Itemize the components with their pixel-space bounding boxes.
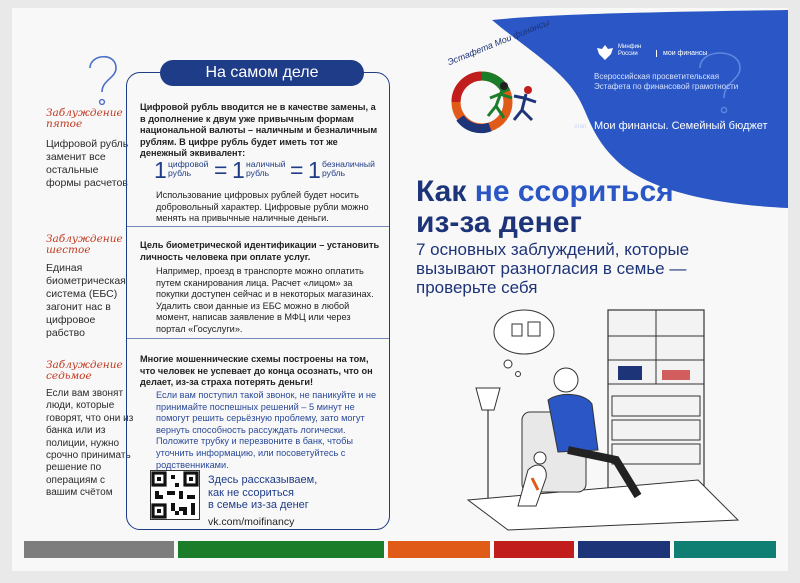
eq-label-3: безналичный рубль	[322, 159, 375, 179]
eq-num-2: 1	[232, 157, 245, 183]
brand-logo: мои финансы	[656, 50, 707, 57]
footer-bar-green	[178, 541, 384, 558]
myth-5-label: Заблуждение пятое	[46, 107, 123, 130]
eq-sign-2: =	[290, 157, 304, 183]
eq-label-2: наличный рубль	[246, 159, 286, 179]
qr-pattern-icon	[151, 471, 199, 519]
qr-link[interactable]: vk.com/moifinancy	[208, 516, 295, 528]
brochure-page	[12, 8, 788, 571]
divider-1	[127, 226, 389, 227]
qr-code[interactable]	[150, 470, 200, 520]
footer-bar-teal	[674, 541, 776, 558]
organizer-text: Всероссийская просветительская Эстафета по финансовой грамотности	[594, 72, 739, 91]
qr-caption: Здесь рассказываем, как не ссориться в семье из-за денег	[208, 474, 318, 511]
fact-6-text: Например, проезд в транспорте можно оплатить путем сканирования лица. Расчет «лицом» за покупки доступен сейчас и в некоторых магазинах. Удалить свои данные из ЕБС можно в любой момент, написав заявление в МФЦ или через портал «Госуслуги».	[156, 266, 374, 334]
myth-7-text: Если вам звонят люди, которые говорят, что они из банка или из полиции, нужно срочно принимать решение по операциям с вашим счётом	[46, 388, 134, 499]
eagle-emblem-icon	[594, 42, 616, 64]
eq-num-1: 1	[154, 157, 167, 183]
ministry-logo: Минфин России	[594, 42, 654, 70]
eq-num-3: 1	[308, 157, 321, 183]
fact-7-bold: Многие мошеннические схемы построены на том, что человек не успевает до конца осознать, что он делает, из-за страха потерять деньги!	[140, 354, 373, 388]
fact-6-bold: Цель биометрической идентификации – установить личность человека при оплате услуг.	[140, 240, 380, 262]
subheadline: 7 основных заблуждений, которые вызывают разногласия в семье — проверьте себя	[416, 240, 690, 297]
eq-sign-1: =	[214, 157, 228, 183]
stage-name: Мои финансы. Семейный бюджет	[594, 120, 768, 132]
myth-5-text: Цифровой рубль заменит все остальные формы расчетов	[46, 138, 129, 189]
footer-bar-gray	[24, 541, 174, 558]
relay-badge	[430, 17, 554, 142]
footer-bar-red	[494, 541, 574, 558]
footer-bar-orange	[388, 541, 490, 558]
footer-bar-navy	[578, 541, 670, 558]
eq-label-1: цифровой рубль	[168, 159, 209, 179]
facts-badge: На самом деле	[160, 60, 364, 86]
relay-badge-text: Эстафета Мои финансы	[446, 17, 551, 68]
divider-2	[127, 338, 389, 339]
myth-6-label: Заблуждение шестое	[46, 233, 123, 256]
stage-label: этап	[574, 124, 587, 130]
headline: Как не ссориться из-за денег	[416, 175, 674, 239]
currency-equation	[154, 158, 390, 184]
myth-6-text: Единая биометрическая система (ЕБС) загонит нас в цифровое рабство	[46, 262, 126, 339]
woman-on-phone-illustration	[448, 300, 748, 532]
fact-7-text: Если вам поступил такой звонок, не паникуйте и не принимайте поспешных решений – 5 минут не помогут решить серьёзную проблему, зато могут вернуть способность рассуждать логически. Положите трубку и перезвоните в банк, чтобы уточнить информацию, или посоветуйтесь с родственниками.	[156, 390, 377, 470]
fact-5-bold: Цифровой рубль вводится не в качестве замены, а в дополнение к двум уже привычным формам национальной валюты – наличным и безналичным рублям. В цифре рубль будет иметь тот же денежный эквивалент:	[140, 102, 378, 159]
myth-7-label: Заблуждение седьмое	[46, 359, 123, 382]
fact-5-text: Использование цифровых рублей будет носить добровольный характер. Цифровые рубли можно менять на привычные наличные деньги.	[156, 190, 369, 224]
